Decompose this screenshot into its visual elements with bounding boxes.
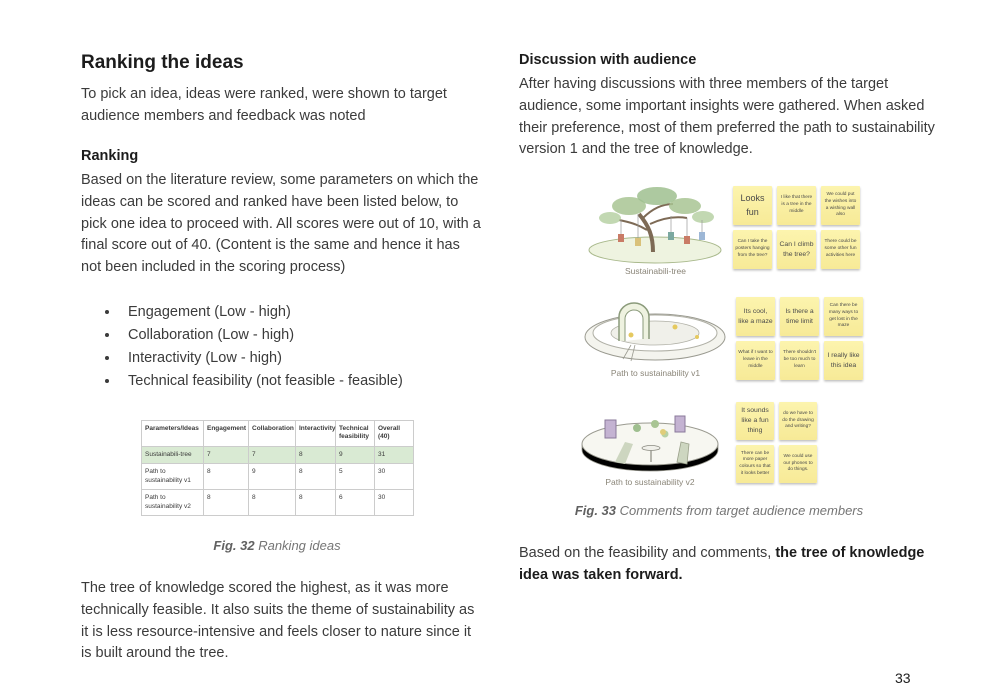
cell-score: 6	[336, 490, 375, 516]
closing-paragraph	[519, 543, 939, 587]
sticky-note: We could use our phones to do things.	[779, 445, 817, 483]
discussion-paragraph: After having discussions with three members of the target audience, some important insights were gathered. When asked their preference, most of them preferred the path to sustainability version 1 and the tree of knowledge.	[519, 76, 935, 158]
bullet-engagement: • Engagement (Low - high)	[120, 304, 500, 320]
sticky-note: Is there a time limit	[780, 297, 819, 336]
cell-score: 8	[296, 490, 336, 516]
bullet-technical-feasibility: • Technical feasibility (not feasible - feasible)	[120, 373, 500, 389]
ranking-paragraph: Based on the literature review, some parameters on which the ideas can be scored and ranked have been listed below, to pick one idea to proceed with. All scores were out of 10, with a final score out of 40. (Content is the same and hence it has not been included in the scoring process)	[81, 172, 481, 275]
col-header-collaboration: Collaboration	[249, 421, 296, 447]
fig33-label: Fig. 33	[574, 503, 617, 518]
cell-score: 7	[204, 446, 249, 463]
cell-score: 7	[249, 446, 296, 463]
closing-bold-text: the tree of knowledge idea was taken forward.	[519, 545, 925, 583]
page-title: Ranking the ideas	[81, 52, 244, 73]
cell-score: 8	[204, 464, 249, 490]
sketch-caption-tree: Sustainabili-tree	[625, 266, 686, 276]
sticky-note: Looks fun	[733, 186, 772, 225]
bullet-collaboration: • Collaboration (Low - high)	[120, 327, 500, 343]
sticky-note: Can there be many ways to get lost in the maze	[824, 297, 863, 336]
cell-score: 9	[249, 464, 296, 490]
discussion-subheading: Discussion with audience	[519, 52, 697, 68]
cell-score: 8	[296, 446, 336, 463]
notes-group-path-v1	[736, 297, 863, 380]
cell-idea-name: Sustainabili-tree	[142, 446, 204, 463]
sustainabili-tree-sketch	[583, 182, 728, 264]
path-v1-sketch	[579, 297, 732, 365]
notes-group-path-v2	[736, 402, 817, 483]
col-header-overall: Overall (40)	[375, 421, 414, 447]
intro-paragraph: To pick an idea, ideas were ranked, were shown to target audience members and feedback was noted	[81, 86, 447, 124]
col-header-engagement: Engagement	[204, 421, 249, 447]
page-number: 33	[895, 670, 911, 686]
sticky-note: Its cool, like a maze	[736, 297, 775, 336]
cell-score: 8	[296, 464, 336, 490]
cell-score: 30	[375, 464, 414, 490]
cell-score: 8	[249, 490, 296, 516]
table-row-path-v2	[142, 490, 414, 516]
path-v2-sketch	[577, 402, 723, 474]
sticky-note: do we have to do the drawing and writing?	[779, 402, 817, 440]
sticky-note: I really like this idea	[824, 341, 863, 380]
table-header-row	[142, 421, 414, 447]
cell-score: 31	[375, 446, 414, 463]
ranking-subheading: Ranking	[81, 148, 139, 164]
cell-score: 5	[336, 464, 375, 490]
col-header-technical: Technical feasibility	[336, 421, 375, 447]
ranking-table	[141, 420, 414, 516]
fig32-label: Fig. 32	[213, 538, 255, 553]
table-row-sustainabili-tree	[142, 446, 414, 463]
cell-score: 30	[375, 490, 414, 516]
closing-normal-text: Based on the feasibility and comments,	[519, 545, 776, 561]
sticky-note: Can I climb the tree?	[777, 230, 816, 269]
table-row-path-v1	[142, 464, 414, 490]
parameters-bullet-list	[90, 304, 500, 396]
col-header-interactivity: Interactivity	[296, 421, 336, 447]
notes-group-tree	[733, 186, 860, 269]
sketch-caption-path-v2: Path to sustainability v2	[605, 477, 695, 487]
fig33-caption	[519, 503, 919, 518]
sketch-caption-path-v1: Path to sustainability v1	[610, 368, 701, 378]
sticky-note: There can be more paper colours so that it looks better	[736, 445, 774, 483]
cell-score: 9	[336, 446, 375, 463]
sticky-note: I like that there is a tree in the middle	[777, 186, 816, 225]
cell-idea-name: Path to sustainability v1	[142, 464, 204, 490]
sticky-note: What if I want to leave in the middle	[736, 341, 775, 380]
col-header-parameters: Parameters/Ideas	[142, 421, 204, 447]
cell-score: 8	[204, 490, 249, 516]
fig32-text: Ranking ideas	[258, 538, 341, 553]
conclusion-paragraph: The tree of knowledge scored the highest, as it was more technically feasible. It also suits the theme of sustainability as it is less resource-intensive and feels closer to nature since it is built around the tree.	[81, 580, 475, 662]
sticky-note: Can I take the posters hanging from the tree?	[733, 230, 772, 269]
sticky-note: There shouldn't be too much to learn	[780, 341, 819, 380]
sticky-note: We could put the wishes into a wishing wall also	[821, 186, 860, 225]
fig32-caption	[141, 538, 413, 553]
bullet-interactivity: • Interactivity (Low - high)	[120, 350, 500, 366]
sticky-note: It sounds like a fun thing	[736, 402, 774, 440]
cell-idea-name: Path to sustainability v2	[142, 490, 204, 516]
sticky-note: There could be some other fun activities here	[821, 230, 860, 269]
fig33-text: Comments from target audience members	[619, 503, 864, 518]
